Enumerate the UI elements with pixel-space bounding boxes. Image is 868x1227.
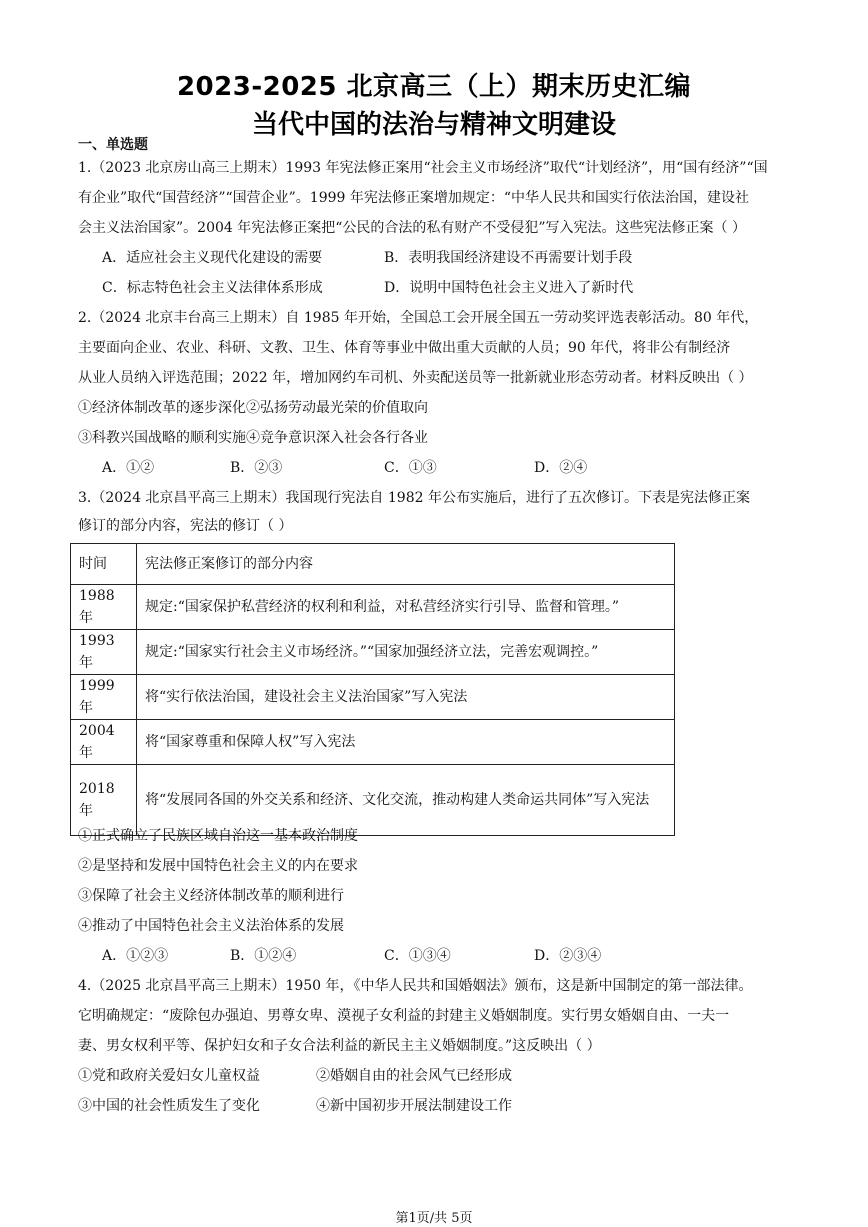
table-cell-year: 2004 年 [71,720,137,765]
q4-statement-2: ②婚姻自由的社会风气已经形成 [316,1068,512,1084]
q3-statement-line: ①正式确立了民族区域自治这一基本政治制度 [78,828,358,844]
q3-statement-line: ④推动了中国特色社会主义法治体系的发展 [78,918,344,934]
q2-statement-line: ③科教兴国战略的顺利实施④竞争意识深入社会各行各业 [78,430,428,446]
q2-text-line: 主要面向企业、农业、科研、文教、卫生、体育等事业中做出重大贡献的人员；90 年代，将非公有制经济 [78,340,731,356]
table-cell-year: 1988 年 [71,585,137,630]
q1-text-line: 1.（2023 北京房山高三上期末）1993 年宪法修正案用“社会主义市场经济”取代“计划经济”，用“国有经济”“国 [78,160,768,176]
q3-option-c: C．①③④ [384,948,451,964]
q1-option-d: D．说明中国特色社会主义进入了新时代 [384,280,634,296]
table-cell-year: 2018 年 [71,765,137,836]
q3-statement-line: ②是坚持和发展中国特色社会主义的内在要求 [78,858,358,874]
q2-text-line: 从业人员纳入评选范围；2022 年，增加网约车司机、外卖配送员等一批新就业形态劳动者。材料反映出（ ） [78,370,753,386]
q2-option-b: B．②③ [230,460,283,476]
q3-statement-line: ③保障了社会主义经济体制改革的顺利进行 [78,888,344,904]
table-cell-content: 将“发展同各国的外交关系和经济、文化交流，推动构建人类命运共同体”写入宪法 [137,765,675,836]
q1-text-line: 有企业”取代“国营经济”“国营企业”。1999 年宪法修正案增加规定：“中华人民共和国实行依法治国，建设社 [78,190,750,206]
q2-statement-line: ①经济体制改革的逐步深化②弘扬劳动最光荣的价值取向 [78,400,428,416]
q2-text-line: 2.（2024 北京丰台高三上期末）自 1985 年开始，全国总工会开展全国五一劳动奖评选表彰活动。80 年代， [78,310,759,326]
table-cell-content: 将“实行依法治国，建设社会主义法治国家”写入宪法 [137,675,675,720]
q1-option-a: A．适应社会主义现代化建设的需要 [102,250,323,266]
document-title-line2: 当代中国的法治与精神文明建设 [251,110,616,140]
page-footer: 第1页/共 5页 [395,1211,473,1226]
table-cell-content: 规定:“国家保护私营经济的权利和利益，对私营经济实行引导、监督和管理。” [137,585,675,630]
table-row [71,765,675,836]
q4-text-line: 它明确规定：“废除包办强迫、男尊女卑、漠视子女利益的封建主义婚姻制度。实行男女婚姻自由、一夫一 [78,1008,730,1024]
q2-option-a: A．①② [102,460,155,476]
q3-option-a: A．①②③ [102,948,169,964]
q4-statement-1: ①党和政府关爱妇女儿童权益 [78,1068,260,1084]
table-row [71,585,675,630]
q4-statement-3: ③中国的社会性质发生了变化 [78,1098,260,1114]
table-row [71,630,675,675]
table-cell-content: 将“国家尊重和保障人权”写入宪法 [137,720,675,765]
table-header-row [71,544,675,585]
q2-option-c: C．①③ [384,460,437,476]
table-cell-year: 1993 年 [71,630,137,675]
table-header-cell: 时间 [71,544,137,585]
table-header-cell: 宪法修正案修订的部分内容 [137,544,675,585]
table-row [71,720,675,765]
table-cell-year: 1999 年 [71,675,137,720]
q4-text-line: 妻、男女权利平等、保护妇女和子女合法利益的新民主主义婚姻制度。”这反映出（ ） [78,1038,601,1054]
document-title-line1: 2023-2025 北京高三（上）期末历史汇编 [176,72,692,102]
table-cell-content: 规定:“国家实行社会主义市场经济。”“国家加强经济立法，完善宏观调控。” [137,630,675,675]
q1-option-b: B．表明我国经济建设不再需要计划手段 [384,250,633,266]
q3-text-line: 3.（2024 北京昌平高三上期末）我国现行宪法自 1982 年公布实施后，进行了五次修订。下表是宪法修正案 [78,490,750,506]
q4-text-line: 4.（2025 北京昌平高三上期末）1950 年，《中华人民共和国婚姻法》颁布，这是新中国制定的第一部法律。 [78,978,753,994]
q3-option-d: D．②③④ [534,948,602,964]
q4-statement-4: ④新中国初步开展法制建设工作 [316,1098,512,1114]
q3-text-line: 修订的部分内容，宪法的修订（ ） [78,518,293,534]
q3-option-b: B．①②④ [230,948,297,964]
q1-text-line: 会主义法治国家”。2004 年宪法修正案把“公民的合法的私有财产不受侵犯”写入宪法。这些宪法修正案（ ） [78,220,746,236]
q1-option-c: C．标志特色社会主义法律体系形成 [102,280,323,296]
section-heading: 一、单选题 [78,137,148,153]
amendment-table [70,543,675,836]
q2-option-d: D．②④ [534,460,588,476]
table-row [71,675,675,720]
